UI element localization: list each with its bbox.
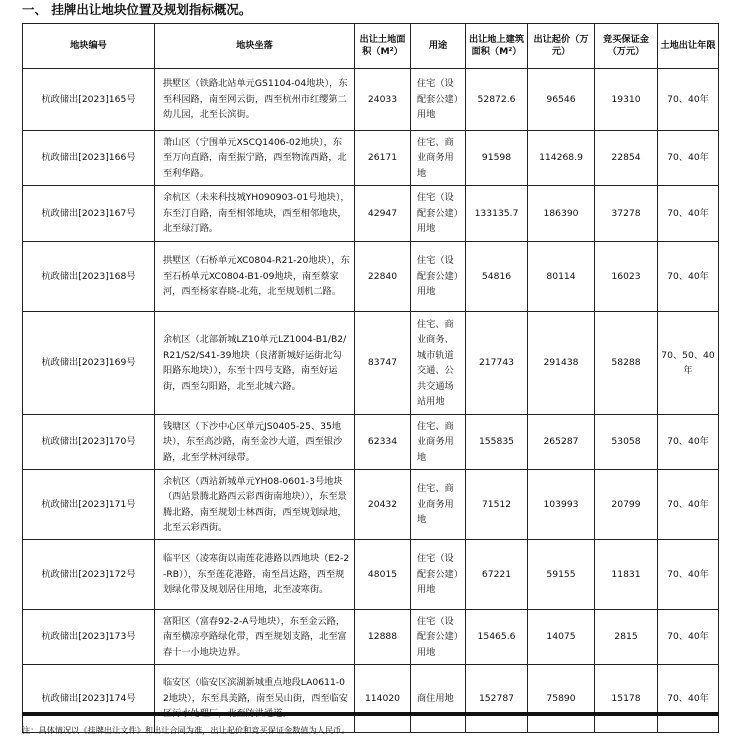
parcel-location: 临平区（凌寒街以南莲花港路以西地块（E2-2-RB）），东至莲花港路，南至昌达路，西至规划绿化带及规划居住用地，北至凌寒街。 — [155, 540, 355, 610]
parcel-location: 拱墅区（铁路北站单元GS1104-04地块），东至科园路，南至网云街，西至杭州市红缨第二幼儿园，北至长滨街。 — [155, 69, 355, 131]
table-row — [23, 470, 719, 540]
parcel-id: 杭政储出[2023]167号 — [23, 186, 155, 242]
header-term: 土地出让年限 — [658, 24, 719, 69]
parcel-deposit: 58288 — [595, 312, 658, 415]
parcel-term: 70、40年 — [658, 69, 719, 131]
parcel-location: 余杭区（西站新城单元YH08-0601-3号地块（西站景腾北路西云彩西街南地块）），东至景腾北路，南至规划士林西街，西至规划绿地，北至云彩西街。 — [155, 470, 355, 540]
parcel-deposit: 15178 — [595, 665, 658, 733]
table-row — [23, 186, 719, 242]
header-building-area: 出让地上建筑面积（M²） — [466, 24, 528, 69]
parcel-use: 住宅、商业商务用地 — [411, 131, 466, 186]
table-row — [23, 131, 719, 186]
table-row — [23, 242, 719, 312]
parcel-area: 22840 — [355, 242, 411, 312]
header-start-price: 出让起价（万元） — [528, 24, 595, 69]
parcel-start-price: 59155 — [528, 540, 595, 610]
parcel-start-price: 265287 — [528, 415, 595, 470]
parcel-location: 富阳区（富春92-2-A号地块），东至金云路，南至横凉亭路绿化带，西至规划支路，北至富春十一小地块边界。 — [155, 610, 355, 665]
parcel-building-area: 133135.7 — [466, 186, 528, 242]
parcel-start-price: 96546 — [528, 69, 595, 131]
parcel-term: 70、40年 — [658, 665, 719, 733]
parcel-location: 萧山区（宁围单元XSCQ1406-02地块），东至万向直路，南至振宁路，西至物流西路，北至利华路。 — [155, 131, 355, 186]
parcel-deposit: 22854 — [595, 131, 658, 186]
parcel-term: 70、50、40年 — [658, 312, 719, 415]
parcel-area: 12888 — [355, 610, 411, 665]
parcel-location: 钱塘区（下沙中心区单元JS0405-25、35地块），东至高沙路，南至金沙大道，西至银沙路，北至学林河绿带。 — [155, 415, 355, 470]
table-bottom-rule — [22, 712, 718, 716]
parcel-term: 70、40年 — [658, 610, 719, 665]
parcel-start-price: 291438 — [528, 312, 595, 415]
land-parcel-table — [22, 23, 719, 733]
parcel-building-area: 91598 — [466, 131, 528, 186]
parcel-location: 余杭区（未来科技城YH090903-01号地块），东至汀自路，南至相邻地块，西至相邻地块，北至绿汀路。 — [155, 186, 355, 242]
parcel-area: 48015 — [355, 540, 411, 610]
parcel-deposit: 11831 — [595, 540, 658, 610]
footnote: 注：具体情况以《挂牌出让文件》和出让合同为准，出让起价和竞买保证金数值为人民币。 — [22, 725, 350, 735]
table-row — [23, 665, 719, 733]
parcel-building-area: 217743 — [466, 312, 528, 415]
parcel-location: 临安区（临安区滨湖新城重点地段LA0611-02地块），东至具美路，南至吴山街，西至临安 — [155, 665, 355, 733]
parcel-location: 余杭区（北部新城LZ10单元LZ1004-B1/B2/R21/S2/S41-39地块（良渚新城好运街北勾阳路东地块）），东至十四号支路，南至好运街，西至勾阳路，北至北城六路。 — [155, 312, 355, 415]
parcel-deposit: 53058 — [595, 415, 658, 470]
parcel-use: 住宅（设配套公建）用地 — [411, 540, 466, 610]
parcel-term: 70、40年 — [658, 131, 719, 186]
parcel-area: 42947 — [355, 186, 411, 242]
parcel-term: 70、40年 — [658, 470, 719, 540]
parcel-term: 70、40年 — [658, 186, 719, 242]
parcel-building-area: 155835 — [466, 415, 528, 470]
header-parcel-id: 地块编号 — [23, 24, 155, 69]
section-heading: 一、 挂牌出让地块位置及规划指标概况。 — [22, 2, 252, 17]
parcel-use: 住宅（设配套公建）用地 — [411, 186, 466, 242]
parcel-building-area: 54816 — [466, 242, 528, 312]
parcel-term: 70、40年 — [658, 415, 719, 470]
parcel-use: 住宅（设配套公建）用地 — [411, 69, 466, 131]
parcel-id: 杭政储出[2023]165号 — [23, 69, 155, 131]
table-row — [23, 415, 719, 470]
parcel-area: 62334 — [355, 415, 411, 470]
parcel-id: 杭政储出[2023]170号 — [23, 415, 155, 470]
parcel-start-price: 14075 — [528, 610, 595, 665]
parcel-start-price: 114268.9 — [528, 131, 595, 186]
parcel-id: 杭政储出[2023]172号 — [23, 540, 155, 610]
parcel-id: 杭政储出[2023]173号 — [23, 610, 155, 665]
parcel-building-area: 152787 — [466, 665, 528, 733]
parcel-area: 114020 — [355, 665, 411, 733]
parcel-start-price: 186390 — [528, 186, 595, 242]
parcel-location: 拱墅区（石桥单元XC0804-R21-20地块），东至石桥单元XC0804-B1-09地块，南至蔡家河，西至杨家春晓-北苑，北至规划机二路。 — [155, 242, 355, 312]
parcel-use: 住宅（设配套公建）用地 — [411, 610, 466, 665]
parcel-building-area: 67221 — [466, 540, 528, 610]
parcel-start-price: 75890 — [528, 665, 595, 733]
parcel-building-area: 71512 — [466, 470, 528, 540]
table-row — [23, 69, 719, 131]
parcel-term: 70、40年 — [658, 540, 719, 610]
parcel-use: 住宅（设配套公建）用地 — [411, 242, 466, 312]
table-row — [23, 312, 719, 415]
table-header-row — [23, 24, 719, 69]
parcel-use: 商住用地 — [411, 665, 466, 733]
parcel-area: 83747 — [355, 312, 411, 415]
parcel-area: 24033 — [355, 69, 411, 131]
parcel-use: 住宅、商业商务用地 — [411, 470, 466, 540]
parcel-term: 70、40年 — [658, 242, 719, 312]
parcel-deposit: 20799 — [595, 470, 658, 540]
header-deposit: 竞买保证金（万元） — [595, 24, 658, 69]
header-area: 出让土地面积（M²） — [355, 24, 411, 69]
parcel-deposit: 16023 — [595, 242, 658, 312]
parcel-deposit: 19310 — [595, 69, 658, 131]
parcel-id: 杭政储出[2023]168号 — [23, 242, 155, 312]
parcel-use: 住宅、商业商务、城市轨道交通、公共交通场站用地 — [411, 312, 466, 415]
table-row — [23, 610, 719, 665]
parcel-building-area: 15465.6 — [466, 610, 528, 665]
header-location: 地块坐落 — [155, 24, 355, 69]
parcel-area: 20432 — [355, 470, 411, 540]
table-row — [23, 540, 719, 610]
parcel-building-area: 52872.6 — [466, 69, 528, 131]
header-use: 用途 — [411, 24, 466, 69]
parcel-use: 住宅、商业商务用地 — [411, 415, 466, 470]
parcel-id: 杭政储出[2023]166号 — [23, 131, 155, 186]
parcel-deposit: 2815 — [595, 610, 658, 665]
parcel-id: 杭政储出[2023]174号 — [23, 665, 155, 733]
parcel-id: 杭政储出[2023]171号 — [23, 470, 155, 540]
parcel-id: 杭政储出[2023]169号 — [23, 312, 155, 415]
parcel-area: 26171 — [355, 131, 411, 186]
parcel-start-price: 103993 — [528, 470, 595, 540]
parcel-start-price: 80114 — [528, 242, 595, 312]
parcel-deposit: 37278 — [595, 186, 658, 242]
